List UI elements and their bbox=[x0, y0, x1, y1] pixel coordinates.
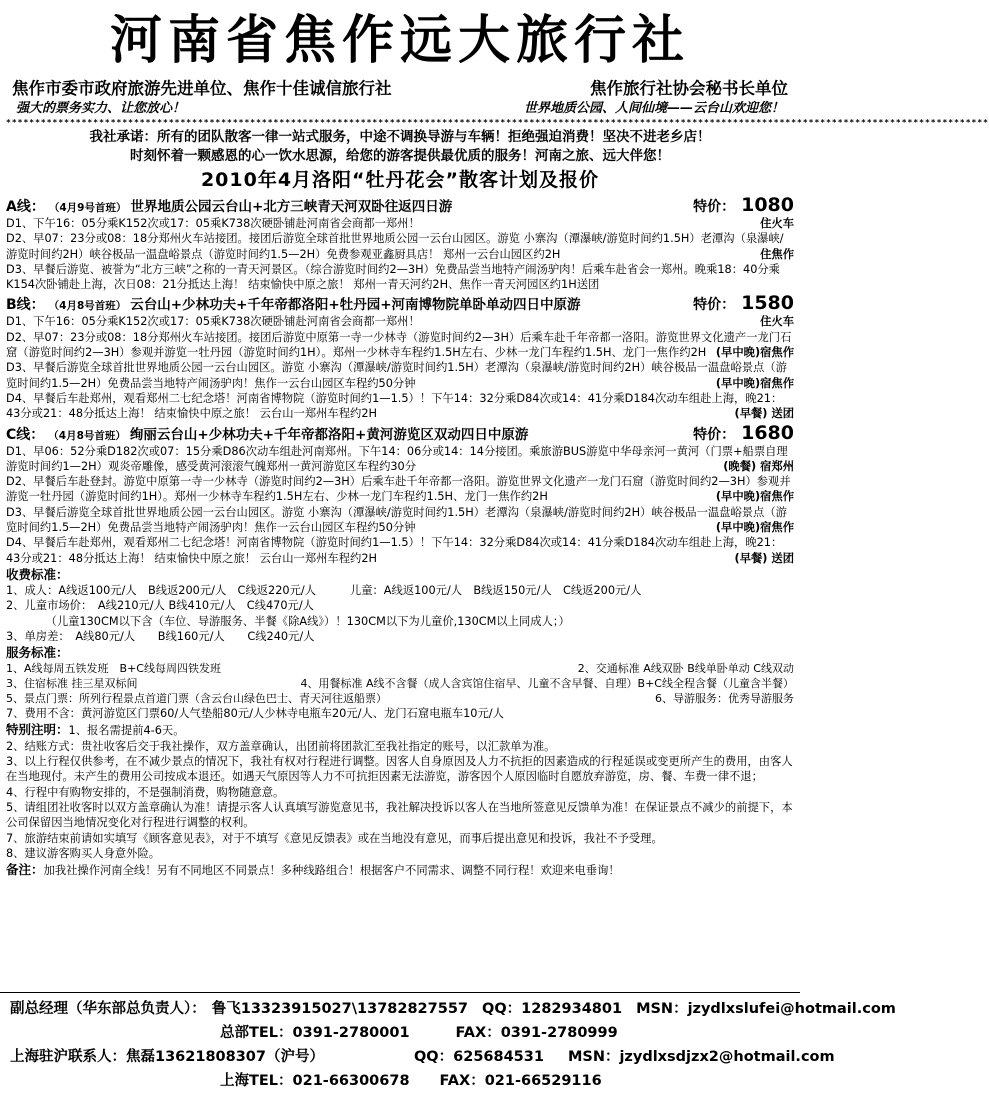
lodging-note: (早中晚)宿焦作 bbox=[715, 490, 794, 504]
day-text: D3、早餐后游览全球首批世界地质公园一云台山园区。游览 小寨沟（潭瀑峡/游览时间约1.5H）老潭沟（泉瀑峡/游览时间约2H）峡谷极品一温盘峪景点（游览时间约1.5—2H）免费品尝当地特产闹汤驴肉！焦作一云台山园区车程约50分钟 bbox=[6, 505, 787, 535]
itinerary-day bbox=[6, 535, 794, 566]
route-header bbox=[6, 194, 794, 216]
hq-tel: 总部TEL：0391-2780001 bbox=[220, 1025, 410, 1041]
service-row bbox=[6, 661, 794, 676]
route-code: B线： bbox=[6, 297, 45, 314]
plan-title: 2010年4月洛阳“牡丹花会”散客计划及报价 bbox=[200, 169, 600, 191]
lodging-note: 住火车 bbox=[760, 315, 794, 329]
fee-section bbox=[6, 566, 794, 644]
route-price: 1580 bbox=[741, 292, 794, 315]
itinerary-day bbox=[6, 474, 794, 505]
honor-line bbox=[6, 78, 794, 100]
slogan-right: 世界地质公园、人间仙境——云台山欢迎您！ bbox=[523, 101, 784, 116]
sh-msn: MSN：jzydlxsdjzx2@hotmail.com bbox=[567, 1049, 835, 1065]
route-header bbox=[6, 292, 794, 314]
note-line: 3、以上行程仅供参考，在不减少景点的情况下，我社有权对行程进行调整。因客人自身原因及人力不抗拒的因素造成的行程延误或变更所产生的费用，由客人在当地现付。未产生的费用公司按成本退还。如遇天气原因等人力不可抗拒因素无法游览，游客因个人原因临时自愿放弃游览，房、餐、车费一律不退； bbox=[6, 755, 793, 784]
day-text: D1、下午16：05分乘K152次或17：05乘K738次硬卧铺赴河南省会商都一郑州！ bbox=[6, 217, 420, 230]
day-text: D1、早06：52分乘D182次或07：15分乘D86次动车组赴河南郑州。下午14：06分或14：14分接团。乘旅游BUS游览中华母亲河一黄河（门票+船票自理游览时间约1—2H）观炎帝雕像，感受黄河滚滚气魄郑州一黄河游览区车程约30分 bbox=[6, 444, 788, 473]
route-b bbox=[6, 292, 794, 421]
route-header bbox=[6, 422, 794, 444]
gm-qq: QQ：1282934801 bbox=[482, 1001, 623, 1017]
service-item: 7、费用不含：黄河游览区门票60/人气垫船80元/人少林寺电瓶车20元/人、龙门石窟电瓶车10元/人 bbox=[6, 707, 504, 721]
itinerary-day bbox=[6, 216, 794, 231]
sh-fax: FAX：021-66529116 bbox=[439, 1073, 602, 1089]
lodging-note: (早中晚)宿焦作 bbox=[715, 521, 794, 535]
sh-qq: QQ：625684531 bbox=[413, 1049, 544, 1065]
service-item: 2、交通标准 A线双卧 B线单卧单动 C线双动 bbox=[577, 662, 794, 676]
gm-msn: MSN：jzydlxslufei@hotmail.com bbox=[636, 1001, 896, 1017]
lodging-note: (早中晚)宿焦作 bbox=[715, 346, 794, 360]
lodging-note: 住焦作 bbox=[760, 247, 794, 261]
section-heading: 特别注明： bbox=[6, 722, 69, 738]
itinerary-day bbox=[6, 391, 794, 422]
notes-section bbox=[6, 721, 794, 861]
itinerary-day bbox=[6, 444, 794, 475]
notes-first-line bbox=[6, 721, 794, 738]
day-text: D2、早餐后车赴登封。游览中原第一寺一少林寺（游览时间约2—3H）后乘车赴千年帝都一洛阳。游览世界文化遗产一龙门石窟（游览时间约2—3H）参观并游览一牡丹园（游览时间约1H）。郑州一少林寺车程约1.5H左右、少林一龙门车程约1.5H、龙门一焦作约2H bbox=[6, 475, 791, 504]
contact-row bbox=[10, 1021, 790, 1045]
service-item: 3、住宿标准 挂三星双标间 bbox=[6, 677, 138, 691]
service-item: 4、用餐标准 A线不含餐（成人含宾馆住宿早、儿童不含早餐、自理）B+C线全程含餐（儿童含半餐） bbox=[300, 677, 794, 691]
section-heading: 备注： bbox=[6, 862, 44, 878]
day-text: D2、早07：23分或08：18分郑州火车站接团。接团后游览全球首批世界地质公园一云台山园区。游览 小寨沟（潭瀑峡/游览时间约1.5H）老潭沟（泉瀑峡/游览时间约2H）峡谷极品一温盘峪景点（游览时间约1.5—2H）免费参观亚鑫厨具店！ 郑州一云台山园区约2H bbox=[6, 232, 784, 261]
sh-tel: 上海TEL：021-66300678 bbox=[220, 1073, 410, 1089]
route-price: 1680 bbox=[741, 421, 794, 444]
contact-row bbox=[10, 997, 896, 1021]
route-name: 世界地质公园云台山+北方三峡青天河双卧往返四日游 bbox=[130, 199, 453, 215]
note-line: 5、请组团社收客时以双方盖章确认为准！请提示客人认真填写游览意见书，我社解决投诉以客人在当地所签意见反馈单为准！在保证景点不减少的前提下，本公司保留因当地情况变化对行程进行调整的权利。 bbox=[6, 800, 793, 830]
gm-label: 副总经理（华东部总负责人）： bbox=[10, 1001, 206, 1017]
lodging-note: (早餐) 送团 bbox=[734, 551, 794, 565]
day-text: D1、下午16：05分乘K152次或17：05乘K738次硬卧铺赴河南省会商都一郑州！ bbox=[6, 315, 420, 329]
service-row bbox=[6, 691, 794, 706]
star-divider: ************************************************************************************************************************************************************************* bbox=[6, 118, 989, 127]
honor-left: 焦作市委市政府旅游先进单位、焦作十佳诚信旅行社 bbox=[12, 79, 392, 98]
service-row bbox=[6, 676, 794, 691]
contact-footer bbox=[0, 992, 896, 1100]
itinerary-day bbox=[6, 360, 794, 391]
itinerary-day bbox=[6, 262, 794, 293]
itinerary-day bbox=[6, 330, 794, 361]
note-line: 1、报名需提前4-6天。 bbox=[68, 724, 185, 738]
promise-line-2: 时刻怀着一颗感恩的心一饮水思源，给您的游客提供最优质的服务！河南之旅、远大伴您！ bbox=[130, 148, 670, 164]
service-section bbox=[6, 644, 794, 721]
remark-text: 加我社操作河南全线！另有不同地区不同景点！多种线路组合！根据客户不同需求、调整不同行程！欢迎来电垂询！ bbox=[43, 864, 620, 878]
fee-line: 3、单房差： A线80元/人 B线160元/人 C线240元/人 bbox=[6, 629, 315, 643]
gm-phone: 鲁飞13323915027\13782827557 bbox=[211, 1001, 469, 1017]
route-name: 云台山+少林功夫+千年帝都洛阳+牡丹园+河南博物院单卧单动四日中原游 bbox=[130, 297, 581, 314]
slogan-line bbox=[6, 100, 794, 118]
fee-line: （儿童130CM以下含（车位、导游服务、半餐《除A线》）！130CM以下为儿童价,130CM以上同成人；） bbox=[6, 614, 570, 628]
slogan-left: 强大的票务实力、让您放心！ bbox=[16, 101, 186, 116]
agency-title: 河南省焦作远大旅行社 bbox=[109, 10, 690, 71]
contact-row bbox=[10, 1045, 835, 1069]
section-heading: 服务标准： bbox=[6, 645, 69, 661]
section-heading: 收费标准： bbox=[6, 566, 69, 582]
sh-phone: 焦磊13621808307（沪号） bbox=[126, 1049, 324, 1065]
promise-line-1: 我社承诺：所有的团队散客一律一站式服务，中途不调换导游与车辆！拒绝强迫消费！坚决不进老乡店！ bbox=[89, 129, 711, 145]
route-date: （4月8号首班） bbox=[48, 300, 127, 313]
note-line: 2、结账方式：贵社收客后交于我社操作，双方盖章确认，出团前将团款汇至我社指定的账号，以汇款单为准。 bbox=[6, 739, 556, 753]
price-label: 特价： bbox=[693, 426, 736, 443]
note-line: 7、旅游结束前请如实填写《顾客意见表》，对于不填写《意见反馈表》或在当地没有意见，而事后提出意见和投诉，我社不予受理。 bbox=[6, 831, 663, 845]
price-label: 特价： bbox=[693, 297, 736, 314]
route-date: （4月8号首班） bbox=[48, 429, 126, 442]
lodging-note: (晚餐) 宿郑州 bbox=[723, 459, 794, 473]
day-text: D3、早餐后游览全球首批世界地质公园一云台山园区。游览 小寨沟（潭瀑峡/游览时间约1.5H）老潭沟（泉瀑峡/游览时间约2H）峡谷极品一温盘峪景点（游览时间约1.5—2H）免费品尝当地特产闹汤驴肉！焦作一云台山园区车程约50分钟 bbox=[6, 361, 787, 390]
lodging-note: (早中晚)宿焦作 bbox=[715, 376, 794, 390]
sh-label: 上海驻沪联系人： bbox=[10, 1049, 126, 1065]
hq-fax: FAX：0391-2780999 bbox=[455, 1025, 618, 1041]
route-code: A线： bbox=[6, 199, 45, 215]
route-c bbox=[6, 422, 794, 566]
service-item: 6、导游服务：优秀导游服务 bbox=[655, 692, 794, 706]
day-text: D2、早07：23分或08：18分郑州火车站接团。接团后游览中原第一寺一少林寺（游览时间约2—3H）后乘车赴千年帝都一洛阳。游览世界文化遗产一龙门石窟（游览时间约2—3H）参观并游览一牡丹园（游览时间约1H）。郑州一少林寺车程约1.5H左右、少林一龙门车程约1.5H、龙门一焦作约2H bbox=[6, 330, 792, 360]
service-item: 1、A线每周五铁发班 B+C线每周四铁发班 bbox=[6, 662, 221, 676]
day-text: D4、早餐后车赴郑州，观看郑州二七纪念塔！河南省博物院（游览时间约1—1.5）！下午14：32分乘D84次或14：41分乘D184次动车组赴上海，晚21：43分或21：48分抵达上海！ 结束愉快中原之旅！ 云台山一郑州车程约2H bbox=[6, 536, 783, 565]
price-label: 特价： bbox=[693, 199, 736, 215]
service-item: 5、景点门票：所列行程景点首道门票（含云台山绿色巴士、青天河往返船票） bbox=[6, 692, 387, 706]
route-name: 绚丽云台山+少林功夫+千年帝都洛阳+黄河游览区双动四日中原游 bbox=[129, 426, 529, 443]
contact-row bbox=[10, 1069, 790, 1093]
lodging-note: (早餐) 送团 bbox=[734, 407, 794, 421]
note-line: 4、行程中有购物安排的，不是强制消费，购物随意意。 bbox=[6, 785, 285, 799]
route-code: C线： bbox=[6, 426, 45, 443]
fee-line: 1、成人：A线返100元/人 B线返200元/人 C线返220元/人 儿童：A线返100元/人 B线返150元/人 C线返200元/人 bbox=[6, 583, 642, 597]
route-price: 1080 bbox=[741, 194, 794, 216]
honor-right: 焦作旅行社协会秘书长单位 bbox=[590, 79, 788, 98]
route-a bbox=[6, 194, 794, 292]
day-text: D3、早餐后游览、被誉为“北方三峡”之称的一青天河景区。（综合游览时间约2—3H）免费品尝当地特产闹汤驴肉！后乘车赴省会一郑州。晚乘18：40分乘K154次卧铺赴上海，次日08：21分抵达上海！ 结束愉快中原之旅！ 郑州一青天河约2H、焦作一青天河园区约1H送团 bbox=[6, 262, 780, 292]
lodging-note: 住火车 bbox=[760, 217, 794, 230]
fee-line: 2、儿童市场价： A线210元/人 B线410元/人 C线470元/人 bbox=[6, 599, 314, 613]
itinerary-day bbox=[6, 314, 794, 329]
route-date: （4月9号首班） bbox=[48, 202, 127, 214]
itinerary-day bbox=[6, 231, 794, 262]
day-text: D4、早餐后车赴郑州，观看郑州二七纪念塔！河南省博物院（游览时间约1—1.5）！下午14：32分乘D84次或14：41分乘D184次动车组赴上海，晚21：43分或21：48分抵达上海！ 结束愉快中原之旅！ 云台山一郑州车程约2H bbox=[6, 391, 783, 421]
itinerary-day bbox=[6, 505, 794, 536]
note-line: 8、建议游客购买人身意外险。 bbox=[6, 846, 161, 860]
remark-line bbox=[6, 861, 794, 878]
